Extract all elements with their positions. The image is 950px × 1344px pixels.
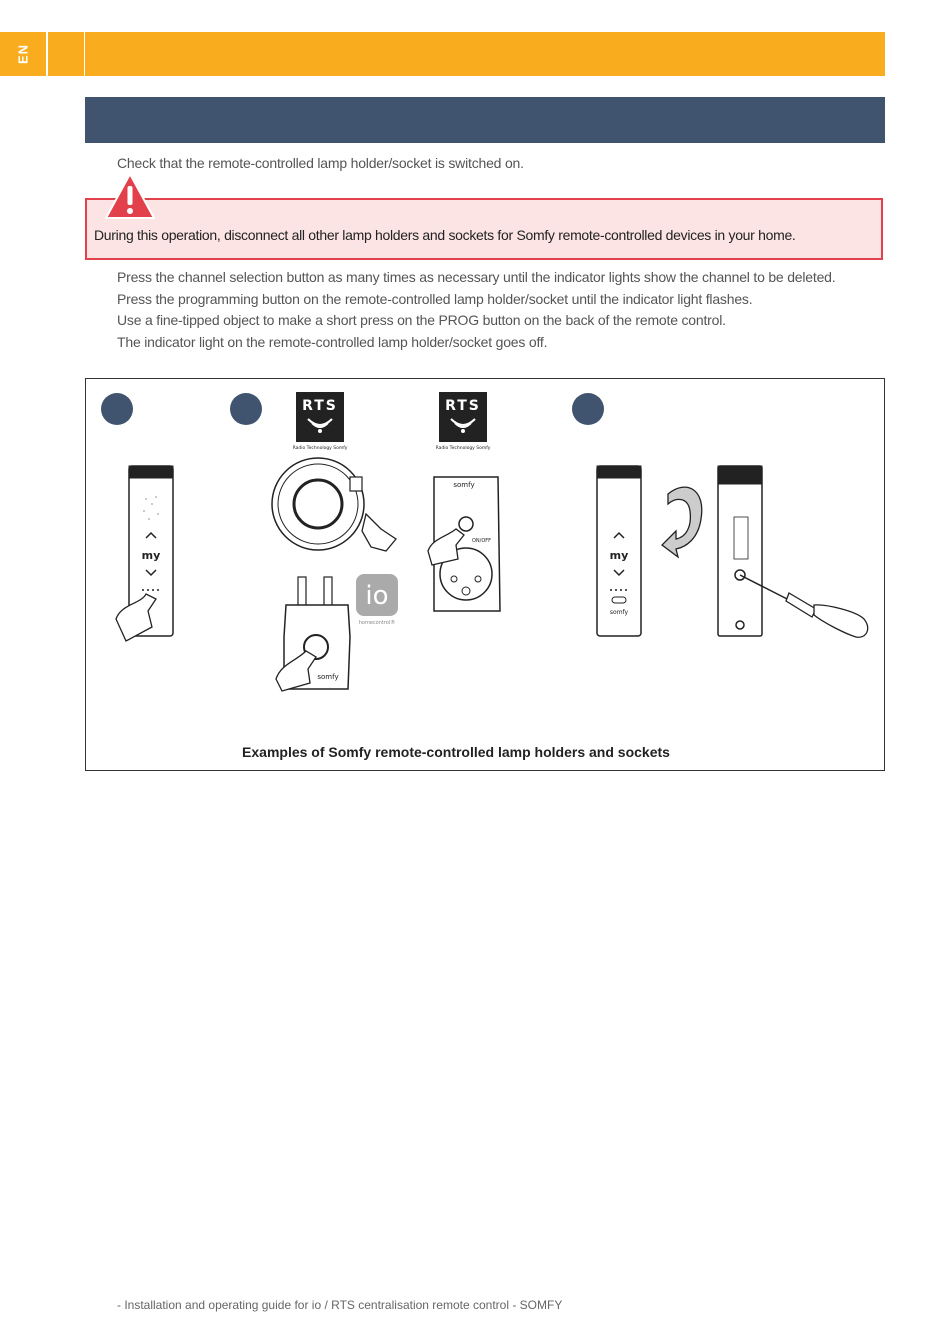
warning-text: During this operation, disconnect all other lamp holders and sockets for Somfy remote-controlled devices in your home.	[94, 227, 796, 243]
section-header-bar	[85, 97, 885, 143]
remote-my-label: my	[141, 549, 161, 562]
language-tab	[0, 32, 46, 76]
lamp-holder	[272, 458, 396, 551]
step-marker-2	[230, 393, 262, 425]
rts-logo-1-subtitle: Radio Technology Somfy	[292, 446, 348, 451]
rts-logo-2-subtitle: Radio Technology Somfy	[435, 446, 491, 451]
step-4-text: The indicator light on the remote-controlled lamp holder/socket goes off.	[117, 334, 548, 350]
language-label: EN	[15, 43, 31, 65]
step-1-text: Press the channel selection button as many times as necessary until the indicator lights show the channel to be deleted.	[117, 269, 836, 285]
step-marker-1	[101, 393, 133, 425]
wall-socket	[428, 477, 500, 611]
remote-my-label-2: my	[609, 549, 629, 562]
step-2-text: Press the programming button on the remote-controlled lamp holder/socket until the indicator light flashes.	[117, 291, 753, 307]
plug-brand-label: somfy	[317, 673, 339, 681]
socket-brand-label: somfy	[453, 481, 475, 489]
footer-text: - Installation and operating guide for io / RTS centralisation remote control - SOMFY	[117, 1298, 563, 1312]
remote-control-back	[718, 466, 762, 636]
warning-triangle-icon	[104, 172, 156, 220]
rts-logo-1	[293, 392, 348, 451]
intro-text: Check that the remote-controlled lamp holder/socket is switched on.	[117, 155, 524, 171]
io-plug	[276, 577, 350, 691]
rts-logo-1-title: RTS	[302, 398, 338, 414]
rts-logo-2	[436, 392, 491, 451]
step-3-text: Use a fine-tipped object to make a short press on the PROG button on the back of the remote control.	[117, 312, 726, 328]
rotate-arrow-icon	[662, 487, 702, 557]
io-logo-subtitle: homecontrol®	[358, 620, 396, 626]
rts-logo-2-title: RTS	[445, 398, 481, 414]
illustration-figure	[85, 378, 885, 771]
warning-box	[85, 198, 883, 260]
bar-divider	[84, 32, 85, 76]
top-accent-bar	[48, 32, 885, 76]
io-logo-title: io	[365, 581, 389, 611]
io-logo	[356, 574, 398, 626]
remote-brand-label: somfy	[609, 609, 629, 616]
socket-on-off-label: ON/OFF	[472, 538, 492, 544]
illustration-drawing	[86, 379, 884, 770]
step-marker-3	[572, 393, 604, 425]
figure-caption: Examples of Somfy remote-controlled lamp holders and sockets	[242, 744, 670, 760]
